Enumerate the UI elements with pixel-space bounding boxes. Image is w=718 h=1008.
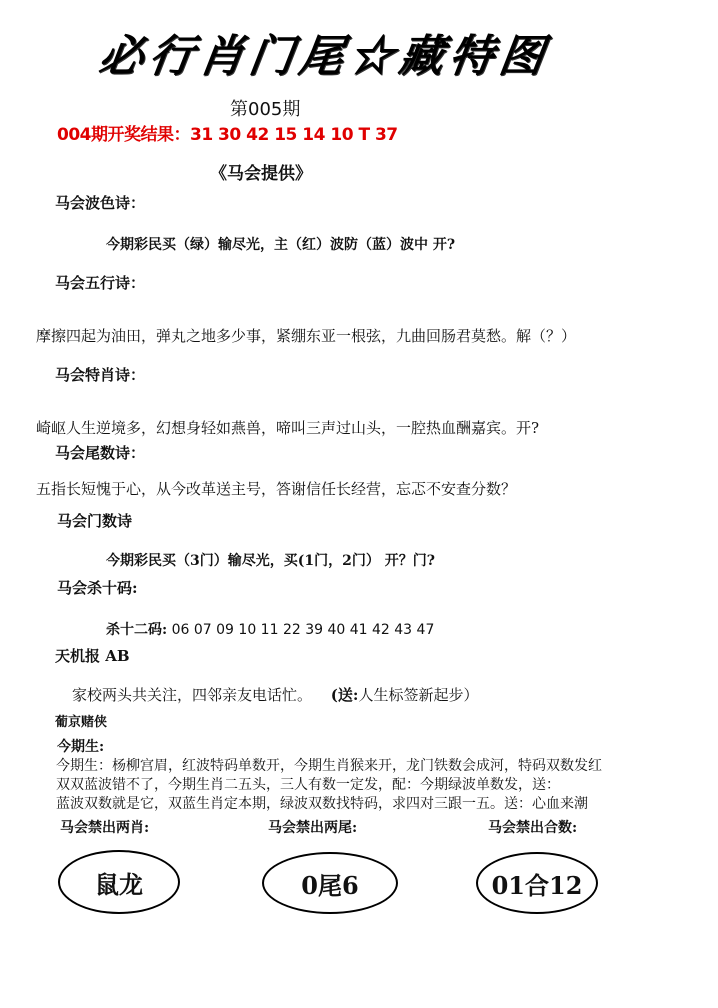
menshu-line: 今期彩民买（3门）输尽光，买(1门，2门） 开？门?	[106, 553, 435, 569]
ban-zodiac-value: 鼠龙	[58, 850, 180, 914]
tianji-send-text: 人生标签新起步）	[358, 686, 479, 704]
wuxing-line: 摩擦四起为油田，弹丸之地多少事，紧绷东亚一根弦，九曲回肠君莫愁。解（？）	[36, 327, 577, 345]
jinqi-label: 今期生:	[57, 739, 105, 755]
page-title: 必行肖门尾☆藏特图	[95, 31, 553, 82]
jinqi-line-1: 今期生：杨柳宫眉，红波特码单数开，今期生肖猴来开，龙门铁数会成河，特码双数发红	[56, 758, 602, 774]
shashi-line-label: 杀十二码:	[106, 622, 168, 638]
ban-sum-label: 马会禁出合数:	[488, 820, 578, 836]
jinqi-line-2: 双双蓝波错不了，今期生肖二五头，三人有数一定发，配：今期绿波单数发，送：	[56, 777, 560, 793]
tianji-send: (送:	[330, 686, 359, 704]
texiao-line: 崎岖人生逆境多，幻想身轻如燕兽，啼叫三声过山头，一腔热血酬嘉宾。开?	[36, 419, 540, 437]
ban-zodiac-label: 马会禁出两肖:	[60, 820, 150, 836]
weishu-label: 马会尾数诗：	[55, 444, 146, 462]
provider-note: 《马会提供》	[210, 164, 312, 184]
shashi-row	[106, 619, 434, 639]
bose-line: 今期彩民买（绿）输尽光，主（红）波防（蓝）波中 开?	[106, 237, 456, 253]
issue-number: 第005期	[230, 99, 301, 120]
tianji-line: 家校两头共关注，四邻亲友电话忙。	[72, 686, 313, 704]
bose-label: 马会波色诗：	[55, 194, 146, 212]
ban-tail-label: 马会禁出两尾:	[268, 820, 358, 836]
jinqi-line-3: 蓝波双数就是它，双蓝生肖定本期，绿波双数找特码，求四对三跟一五。送：心血来潮	[56, 796, 588, 812]
shashi-numbers: 06 07 09 10 11 22 39 40 41 42 43 47	[171, 622, 435, 638]
tianji-row	[72, 684, 478, 705]
tianji-label: 天机报 AB	[55, 647, 130, 665]
texiao-label: 马会特肖诗：	[55, 366, 146, 384]
draw-result: 004期开奖结果：31 30 42 15 14 10 T 37	[57, 125, 398, 145]
weishu-line: 五指长短愧于心，从今改革送主号，答谢信任长经营，忘忑不安查分数？	[36, 480, 517, 498]
ban-sum-value: 01合12	[476, 852, 598, 914]
ban-tail-value: 0尾6	[262, 852, 398, 914]
wuxing-label: 马会五行诗：	[55, 274, 146, 292]
menshu-label: 马会门数诗	[57, 512, 133, 530]
putao-label: 葡京赌侠	[55, 715, 108, 730]
shashi-label: 马会杀十码:	[57, 579, 138, 597]
